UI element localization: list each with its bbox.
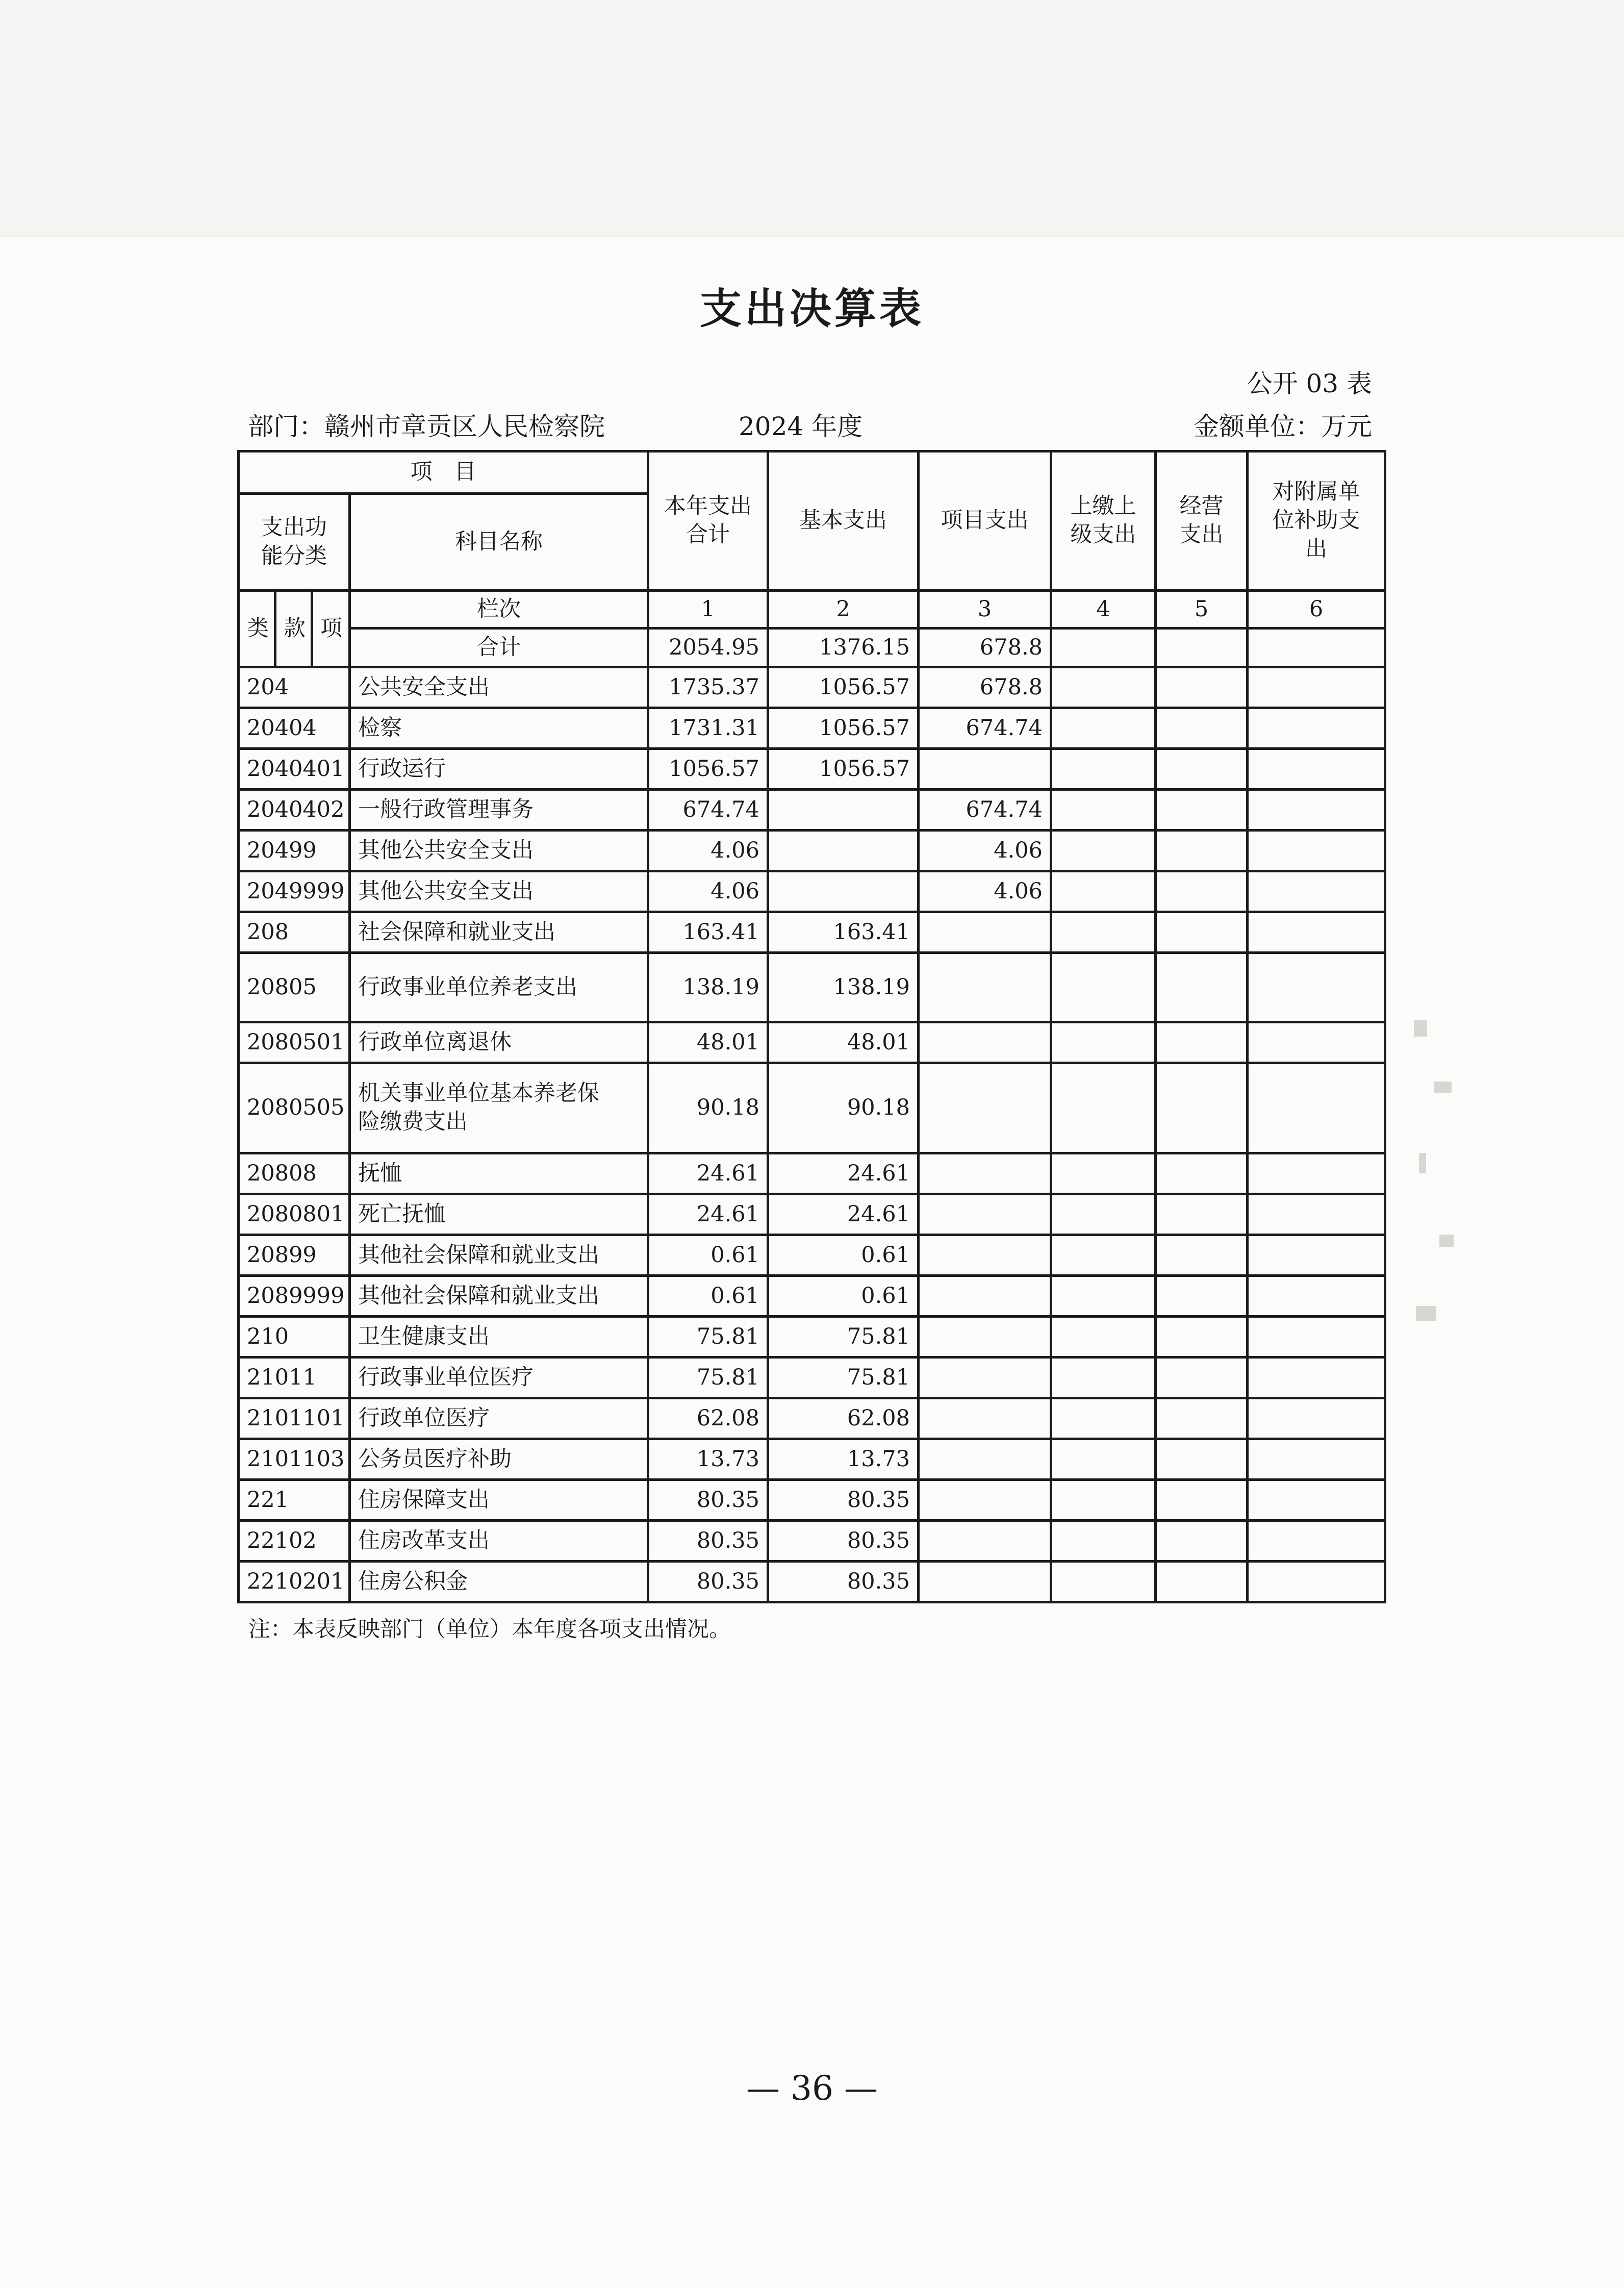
row-subsidy-cell (1248, 1063, 1385, 1153)
subject-name: 住房保障支出 (350, 1480, 648, 1521)
row-total: 80.35 (648, 1521, 768, 1562)
row-subsidy-cell (1248, 1022, 1385, 1063)
table-row (239, 1022, 1385, 1063)
header-row-1 (239, 451, 1385, 494)
total-basic: 1376.15 (768, 628, 919, 667)
subject-code: 20499 (239, 831, 350, 871)
row-subsidy-cell (1248, 1276, 1385, 1317)
header-item: 项 目 (239, 451, 648, 494)
row-basic (768, 790, 919, 831)
row-upper-cell (1051, 831, 1156, 871)
row-project (919, 1480, 1051, 1521)
header-num-3: 3 (919, 591, 1051, 628)
row-upper-cell (1051, 1194, 1156, 1235)
subject-name: 住房改革支出 (350, 1521, 648, 1562)
subject-name: 行政事业单位养老支出 (350, 953, 648, 1022)
row-upper-cell (1051, 749, 1156, 790)
total-label: 合计 (350, 628, 648, 667)
row-business-cell (1156, 790, 1248, 831)
header-num-2: 2 (768, 591, 919, 628)
subject-name: 其他社会保障和就业支出 (350, 1276, 648, 1317)
subject-code: 2040402 (239, 790, 350, 831)
table-row (239, 1194, 1385, 1235)
row-basic: 48.01 (768, 1022, 919, 1063)
row-basic: 13.73 (768, 1439, 919, 1480)
row-subsidy-cell (1248, 749, 1385, 790)
subject-name: 公务员医疗补助 (350, 1439, 648, 1480)
subject-code: 2089999 (239, 1276, 350, 1317)
row-basic: 80.35 (768, 1562, 919, 1602)
table-row (239, 953, 1385, 1022)
row-business-cell (1156, 871, 1248, 912)
subject-code: 221 (239, 1480, 350, 1521)
department-label: 部门：赣州市章贡区人民检察院 (248, 412, 605, 441)
row-project (919, 1521, 1051, 1562)
row-total: 80.35 (648, 1562, 768, 1602)
subject-name: 公共安全支出 (350, 667, 648, 708)
row-upper-cell (1051, 1153, 1156, 1194)
row-total: 90.18 (648, 1063, 768, 1153)
row-basic: 24.61 (768, 1194, 919, 1235)
header-col-subsidy (1248, 451, 1385, 591)
row-total: 4.06 (648, 831, 768, 871)
subject-code: 2080505 (239, 1063, 350, 1153)
header-subject-name: 科目名称 (350, 494, 648, 591)
row-basic (768, 871, 919, 912)
row-total: 80.35 (648, 1480, 768, 1521)
subject-name-line: 机关事业单位基本养老保 (358, 1080, 599, 1107)
table-row (239, 1235, 1385, 1276)
row-business-cell (1156, 1357, 1248, 1398)
header-col-subsidy-line2: 位补助支 (1272, 508, 1360, 534)
scan-header-band (0, 0, 1624, 237)
row-subsidy-cell (1248, 790, 1385, 831)
row-subsidy-cell (1248, 1480, 1385, 1521)
header-col-upper (1051, 451, 1156, 591)
row-basic: 80.35 (768, 1480, 919, 1521)
table-row (239, 1153, 1385, 1194)
row-upper-cell (1051, 790, 1156, 831)
row-basic: 138.19 (768, 953, 919, 1022)
subject-code: 2040401 (239, 749, 350, 790)
header-col-basic: 基本支出 (768, 451, 919, 591)
row-total: 1735.37 (648, 667, 768, 708)
row-project (919, 1439, 1051, 1480)
row-upper-cell (1051, 1063, 1156, 1153)
subject-name: 行政单位医疗 (350, 1398, 648, 1439)
form-number: 公开 03 表 (1247, 369, 1372, 398)
header-num-6: 6 (1248, 591, 1385, 628)
row-basic: 62.08 (768, 1398, 919, 1439)
row-basic: 1056.57 (768, 708, 919, 749)
row-basic: 1056.57 (768, 667, 919, 708)
subject-code: 20899 (239, 1235, 350, 1276)
row-project (919, 1153, 1051, 1194)
row-total: 1056.57 (648, 749, 768, 790)
table-row (239, 667, 1385, 708)
row-upper-cell (1051, 1521, 1156, 1562)
header-col-business-line1: 经营 (1179, 493, 1224, 519)
expenditure-table (237, 450, 1386, 1603)
subject-code: 208 (239, 912, 350, 953)
header-kuan: 款 (275, 591, 312, 667)
header-col-total-line2: 合计 (686, 522, 730, 547)
row-business-cell (1156, 912, 1248, 953)
row-subsidy-cell (1248, 1439, 1385, 1480)
table-row (239, 790, 1385, 831)
subject-code: 2101103 (239, 1439, 350, 1480)
row-subsidy-cell (1248, 708, 1385, 749)
row-upper-cell (1051, 1480, 1156, 1521)
header-func-class (239, 494, 350, 591)
row-business-cell (1156, 831, 1248, 871)
row-subsidy-cell (1248, 1398, 1385, 1439)
row-business-cell (1156, 953, 1248, 1022)
row-upper-cell (1051, 912, 1156, 953)
row-total: 674.74 (648, 790, 768, 831)
row-project (919, 1276, 1051, 1317)
table-row (239, 1562, 1385, 1602)
row-basic: 75.81 (768, 1317, 919, 1357)
row-total: 24.61 (648, 1153, 768, 1194)
table-row (239, 708, 1385, 749)
row-business-cell (1156, 1398, 1248, 1439)
subject-code: 204 (239, 667, 350, 708)
row-project (919, 912, 1051, 953)
row-total: 62.08 (648, 1398, 768, 1439)
row-total: 0.61 (648, 1235, 768, 1276)
row-business-cell (1156, 1521, 1248, 1562)
row-upper-cell (1051, 708, 1156, 749)
row-upper-cell (1051, 1022, 1156, 1063)
subject-name: 抚恤 (350, 1153, 648, 1194)
row-upper-cell (1051, 1357, 1156, 1398)
row-total: 0.61 (648, 1276, 768, 1317)
row-business-cell (1156, 1235, 1248, 1276)
row-total: 13.73 (648, 1439, 768, 1480)
subject-code: 20808 (239, 1153, 350, 1194)
row-subsidy-cell (1248, 1235, 1385, 1276)
header-num-5: 5 (1156, 591, 1248, 628)
row-business-cell (1156, 1480, 1248, 1521)
row-upper-cell (1051, 1276, 1156, 1317)
row-basic: 163.41 (768, 912, 919, 953)
row-basic: 1056.57 (768, 749, 919, 790)
row-project: 674.74 (919, 708, 1051, 749)
subject-code: 2101101 (239, 1398, 350, 1439)
header-num-4: 4 (1051, 591, 1156, 628)
row-project (919, 749, 1051, 790)
row-business-cell (1156, 667, 1248, 708)
row-subsidy-cell (1248, 1357, 1385, 1398)
header-row-lanci (239, 591, 1385, 628)
row-project (919, 1063, 1051, 1153)
row-basic: 90.18 (768, 1063, 919, 1153)
row-total: 48.01 (648, 1022, 768, 1063)
row-project (919, 953, 1051, 1022)
subject-code: 2049999 (239, 871, 350, 912)
subject-name: 行政运行 (350, 749, 648, 790)
subject-code: 2080801 (239, 1194, 350, 1235)
row-basic: 24.61 (768, 1153, 919, 1194)
header-col-upper-line2: 级支出 (1070, 522, 1136, 547)
header-lei: 类 (239, 591, 275, 667)
row-subsidy-cell (1248, 953, 1385, 1022)
row-total: 4.06 (648, 871, 768, 912)
row-business-cell (1156, 749, 1248, 790)
fiscal-year: 2024 年度 (739, 412, 863, 441)
row-subsidy-cell (1248, 1194, 1385, 1235)
table-row (239, 1276, 1385, 1317)
table-note: 注：本表反映部门（单位）本年度各项支出情况。 (248, 1617, 731, 1642)
header-func-class-line2: 能分类 (261, 543, 327, 569)
header-col-subsidy-line1: 对附属单 (1272, 479, 1360, 505)
row-subsidy-cell (1248, 1317, 1385, 1357)
subject-name (350, 1063, 648, 1153)
total-amount: 2054.95 (648, 628, 768, 667)
row-project (919, 1357, 1051, 1398)
row-upper-cell (1051, 871, 1156, 912)
row-project: 4.06 (919, 831, 1051, 871)
row-project (919, 1235, 1051, 1276)
row-total: 1731.31 (648, 708, 768, 749)
row-upper-cell (1051, 1439, 1156, 1480)
row-project (919, 1317, 1051, 1357)
row-project (919, 1398, 1051, 1439)
subject-name: 其他公共安全支出 (350, 871, 648, 912)
subject-code: 2210201 (239, 1562, 350, 1602)
subject-code: 20404 (239, 708, 350, 749)
table-row (239, 1317, 1385, 1357)
row-project (919, 1194, 1051, 1235)
row-business-cell (1156, 1317, 1248, 1357)
header-col-subsidy-line3: 出 (1305, 536, 1327, 562)
page-number: — 36 — (746, 2069, 878, 2108)
row-subsidy-cell (1248, 1562, 1385, 1602)
row-business-cell (1156, 708, 1248, 749)
subject-name: 行政单位离退休 (350, 1022, 648, 1063)
scan-artifact (1409, 1020, 1460, 1367)
total-subsidy-cell (1248, 628, 1385, 667)
table-row (239, 871, 1385, 912)
row-business-cell (1156, 1439, 1248, 1480)
subject-name: 卫生健康支出 (350, 1317, 648, 1357)
total-business-cell (1156, 628, 1248, 667)
row-upper-cell (1051, 1398, 1156, 1439)
row-total: 138.19 (648, 953, 768, 1022)
amount-unit: 金额单位：万元 (1194, 412, 1372, 441)
row-business-cell (1156, 1562, 1248, 1602)
header-col-total-line1: 本年支出 (664, 493, 752, 519)
row-upper-cell (1051, 1562, 1156, 1602)
row-upper-cell (1051, 1317, 1156, 1357)
total-project: 678.8 (919, 628, 1051, 667)
header-col-business-line2: 支出 (1179, 522, 1224, 547)
row-upper-cell (1051, 1235, 1156, 1276)
subject-name: 行政事业单位医疗 (350, 1357, 648, 1398)
table-row (239, 1398, 1385, 1439)
row-upper-cell (1051, 953, 1156, 1022)
total-row (239, 628, 1385, 667)
subject-name-line: 险缴费支出 (358, 1109, 468, 1135)
row-subsidy-cell (1248, 667, 1385, 708)
table-row (239, 1439, 1385, 1480)
row-basic: 80.35 (768, 1521, 919, 1562)
row-basic (768, 831, 919, 871)
row-basic: 0.61 (768, 1276, 919, 1317)
total-upper-cell (1051, 628, 1156, 667)
row-business-cell (1156, 1153, 1248, 1194)
subject-name: 其他公共安全支出 (350, 831, 648, 871)
subject-name: 一般行政管理事务 (350, 790, 648, 831)
row-basic: 75.81 (768, 1357, 919, 1398)
table-row (239, 831, 1385, 871)
table-row (239, 1063, 1385, 1153)
table-row (239, 1521, 1385, 1562)
subject-name: 住房公积金 (350, 1562, 648, 1602)
header-lanci: 栏次 (350, 591, 648, 628)
row-subsidy-cell (1248, 912, 1385, 953)
row-upper-cell (1051, 667, 1156, 708)
row-project: 674.74 (919, 790, 1051, 831)
subject-code: 2080501 (239, 1022, 350, 1063)
row-business-cell (1156, 1022, 1248, 1063)
row-project: 678.8 (919, 667, 1051, 708)
row-business-cell (1156, 1194, 1248, 1235)
row-subsidy-cell (1248, 1153, 1385, 1194)
table-row (239, 749, 1385, 790)
header-xiang: 项 (312, 591, 350, 667)
table-row (239, 912, 1385, 953)
row-project: 4.06 (919, 871, 1051, 912)
subject-code: 210 (239, 1317, 350, 1357)
row-total: 24.61 (648, 1194, 768, 1235)
subject-name: 其他社会保障和就业支出 (350, 1235, 648, 1276)
row-subsidy-cell (1248, 1521, 1385, 1562)
subject-name: 社会保障和就业支出 (350, 912, 648, 953)
table-row (239, 1357, 1385, 1398)
row-total: 163.41 (648, 912, 768, 953)
row-basic: 0.61 (768, 1235, 919, 1276)
subject-code: 22102 (239, 1521, 350, 1562)
subject-name: 检察 (350, 708, 648, 749)
table-row (239, 1480, 1385, 1521)
header-col-upper-line1: 上缴上 (1070, 493, 1136, 519)
subject-code: 21011 (239, 1357, 350, 1398)
row-total: 75.81 (648, 1357, 768, 1398)
subject-name: 死亡抚恤 (350, 1194, 648, 1235)
row-project (919, 1022, 1051, 1063)
header-func-class-line1: 支出功 (261, 514, 327, 540)
header-col-total (648, 451, 768, 591)
row-subsidy-cell (1248, 871, 1385, 912)
row-subsidy-cell (1248, 831, 1385, 871)
row-business-cell (1156, 1276, 1248, 1317)
row-project (919, 1562, 1051, 1602)
subject-code: 20805 (239, 953, 350, 1022)
header-col-business (1156, 451, 1248, 591)
row-business-cell (1156, 1063, 1248, 1153)
row-total: 75.81 (648, 1317, 768, 1357)
page-title: 支出决算表 (699, 285, 924, 333)
header-num-1: 1 (648, 591, 768, 628)
header-col-project: 项目支出 (919, 451, 1051, 591)
